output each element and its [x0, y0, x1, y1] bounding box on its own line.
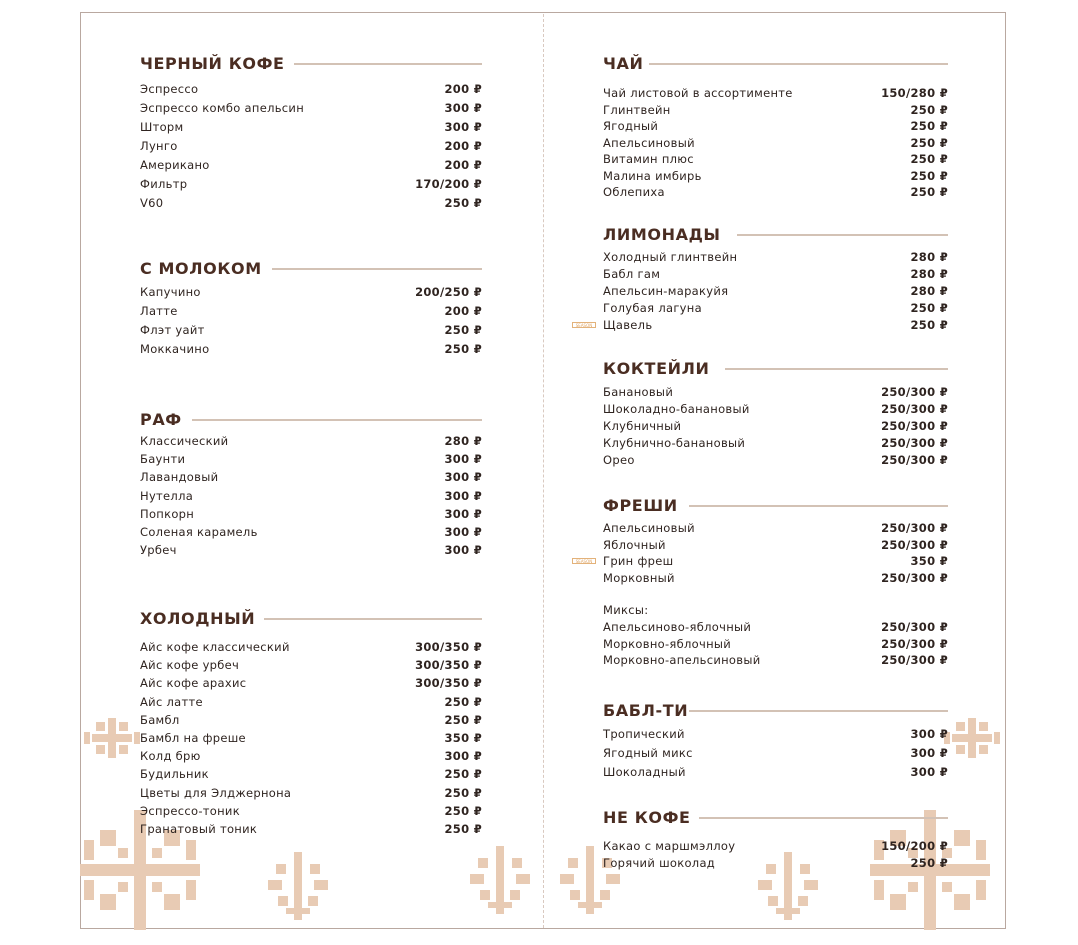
menu-item-price: 300 ₽ [444, 506, 482, 521]
menu-item [140, 434, 482, 448]
menu-item-price: 250 ₽ [444, 767, 482, 782]
menu-item-name: Апельсин-маракуйя [603, 284, 729, 298]
menu-item [140, 658, 482, 672]
menu-item [575, 554, 948, 568]
section-title: НЕ КОФЕ [603, 808, 691, 827]
menu-item [603, 119, 948, 133]
section-rule [689, 710, 948, 712]
menu-item-price: 250 ₽ [444, 694, 482, 709]
menu-item [140, 304, 482, 318]
menu-item-price: 250 ₽ [910, 185, 948, 199]
menu-item-price: 300 ₽ [444, 120, 482, 134]
section-raf [140, 409, 482, 558]
menu-item-price: 300 ₽ [444, 101, 482, 115]
menu-item-price: 280 ₽ [910, 250, 948, 264]
menu-item [603, 521, 948, 535]
section-title: ЧАЙ [603, 54, 644, 73]
menu-item-price: 300 ₽ [444, 543, 482, 558]
menu-item-name: Апельсиново-яблочный [603, 620, 752, 634]
menu-item-name: Урбеч [140, 543, 177, 558]
menu-item-price: 170/200 ₽ [415, 177, 482, 191]
menu-item-price: 200 ₽ [444, 158, 482, 172]
menu-item-name: Айс кофе урбеч [140, 658, 240, 673]
menu-item [140, 543, 482, 557]
menu-item-price: 250 ₽ [444, 803, 482, 818]
menu-item-price: 300 ₽ [444, 525, 482, 539]
menu-item-name: Классический [140, 434, 229, 448]
menu-item-price: 250 ₽ [910, 855, 948, 870]
menu-item [603, 765, 948, 779]
section-tea [603, 53, 948, 199]
menu-item [140, 525, 482, 539]
menu-item-price: 300 ₽ [910, 727, 948, 741]
menu-item-price: 300 ₽ [444, 452, 482, 467]
menu-item-price: 250 ₽ [910, 135, 948, 150]
menu-item-price: 300/350 ₽ [415, 676, 482, 691]
menu-item [140, 177, 482, 191]
menu-item [140, 342, 482, 356]
section-milk [140, 258, 482, 356]
section-fresh [575, 495, 948, 667]
menu-item-price: 200 ₽ [444, 139, 482, 153]
menu-item-price: 150/280 ₽ [881, 86, 948, 100]
menu-item-name: Будильник [140, 767, 209, 782]
menu-item-name: Ягодный микс [603, 746, 693, 760]
menu-item [140, 101, 482, 115]
menu-item [603, 185, 948, 199]
section-title: ФРЕШИ [603, 496, 678, 515]
menu-item-price: 250 ₽ [910, 102, 948, 117]
section-title: БАБЛ-ТИ [603, 701, 689, 720]
menu-item-name: Грин фреш [603, 554, 674, 568]
menu-item-price: 250/300 ₽ [881, 537, 948, 552]
menu-item-name: Бабл гам [603, 267, 661, 281]
menu-item-price: 200 ₽ [444, 82, 482, 96]
menu-item-name: Холодный глинтвейн [603, 250, 738, 264]
menu-item [603, 267, 948, 281]
section-not-coffee [603, 807, 948, 870]
menu-item-name: Малина имбирь [603, 168, 702, 183]
menu-item [140, 822, 482, 836]
menu-item-price: 300/350 ₽ [415, 640, 482, 654]
section-title: ЛИМОНАДЫ [603, 225, 721, 244]
menu-item-name: Банановый [603, 385, 674, 399]
menu-item-price: 300 ₽ [910, 746, 948, 760]
section-bubble-tea [603, 700, 948, 779]
menu-item-price: 300 ₽ [910, 765, 948, 779]
menu-item-price: 280 ₽ [910, 267, 948, 281]
menu-item [603, 856, 948, 870]
menu-item [140, 804, 482, 818]
menu-item-name: Шоколадный [603, 765, 686, 779]
menu-item [140, 731, 482, 745]
menu-item-name: Попкорн [140, 506, 195, 521]
menu-item [603, 453, 948, 467]
menu-item [140, 470, 482, 484]
menu-item-price: 250 ₽ [444, 342, 482, 356]
menu-item-name: Горячий шоколад [603, 855, 716, 870]
menu-item-price: 250 ₽ [910, 119, 948, 133]
menu-item-name: Капучино [140, 285, 201, 299]
menu-item [603, 839, 948, 853]
menu-item [603, 103, 948, 117]
menu-item [140, 749, 482, 763]
menu-item-price: 300 ₽ [444, 470, 482, 485]
menu-item-price: 250 ₽ [910, 318, 948, 332]
menu-item-name: Тропический [603, 727, 685, 741]
menu-item-price: 250/300 ₽ [881, 521, 948, 535]
menu-item [603, 385, 948, 399]
menu-item-name: Шоколадно-банановый [603, 402, 750, 416]
section-black-coffee [140, 53, 482, 210]
menu-item-price: 250 ₽ [910, 301, 948, 315]
menu-item-name: Чай листовой в ассортименте [603, 86, 793, 100]
menu-item-name: Ягодный [603, 119, 659, 133]
menu-item [603, 419, 948, 433]
section-title: ХОЛОДНЫЙ [140, 609, 256, 628]
menu-item-name: Лунго [140, 139, 178, 153]
menu-item-name: Цветы для Элджернона [140, 785, 292, 800]
menu-item-name: Яблочный [603, 537, 666, 552]
menu-item-name: Нутелла [140, 488, 194, 503]
menu-item-price: 350 ₽ [444, 731, 482, 745]
menu-item [603, 402, 948, 416]
menu-item-price: 250/300 ₽ [881, 570, 948, 585]
menu-item-name: Морковно-апельсиновый [603, 653, 761, 667]
menu-item [603, 436, 948, 450]
menu-item-name: Соленая карамель [140, 525, 258, 539]
menu-item-name: Айс кофе арахис [140, 676, 247, 691]
menu-item [603, 86, 948, 100]
menu-item [603, 301, 948, 315]
menu-item-name: Облепиха [603, 185, 665, 199]
menu-item [140, 158, 482, 172]
menu-item [140, 82, 482, 96]
menu-item-price: 300 ₽ [444, 749, 482, 764]
menu-item [575, 318, 948, 332]
menu-item-name: Апельсиновый [603, 135, 695, 150]
menu-item-name: Моккачино [140, 342, 210, 356]
section-title: КОКТЕЙЛИ [603, 359, 710, 378]
section-rule [649, 63, 948, 65]
menu-item-name: Глинтвейн [603, 102, 671, 117]
section-rule [689, 505, 948, 507]
section-title: С МОЛОКОМ [140, 259, 262, 278]
menu-item [603, 620, 948, 634]
menu-item [603, 571, 948, 585]
menu-item-price: 250/300 ₽ [881, 385, 948, 399]
section-rule [264, 618, 482, 620]
menu-item-price: 250 ₽ [444, 712, 482, 727]
menu-item-price: 250 ₽ [910, 168, 948, 183]
menu-item-name: Клубнично-банановый [603, 436, 746, 450]
menu-item [603, 284, 948, 298]
section-title: ЧЕРНЫЙ КОФЕ [140, 54, 285, 73]
menu-item-name: Голубая лагуна [603, 301, 702, 315]
menu-item [140, 196, 482, 210]
menu-item-name: Щавель [603, 318, 653, 332]
menu-item [603, 136, 948, 150]
menu-item-price: 200 ₽ [444, 304, 482, 318]
menu-item-name: Айс кофе классический [140, 640, 290, 654]
menu-item [140, 640, 482, 654]
menu-item-name: Клубничный [603, 419, 682, 433]
menu-item-price: 250/300 ₽ [881, 419, 948, 433]
menu-item-price: 250 ₽ [444, 196, 482, 210]
menu-item-name: Орео [603, 453, 635, 467]
menu-item-name: Какао с маршмэллоу [603, 839, 736, 853]
menu-item-price: 250/300 ₽ [881, 436, 948, 450]
menu-item-price: 150/200 ₽ [881, 839, 948, 853]
section-rule [192, 419, 482, 421]
menu-item [140, 323, 482, 337]
menu-item-price: 280 ₽ [910, 284, 948, 298]
menu-item [140, 139, 482, 153]
menu-item [140, 120, 482, 134]
menu-item-price: 250/300 ₽ [881, 453, 948, 467]
menu-item-name: Гранатовый тоник [140, 822, 258, 836]
menu-item [603, 152, 948, 166]
menu-item-name: Бамбл [140, 712, 180, 727]
menu-item [140, 695, 482, 709]
menu-item-name: Морковный [603, 570, 675, 585]
menu-item-price: 300 ₽ [444, 488, 482, 503]
menu-item-name: Баунти [140, 452, 186, 467]
menu-item [140, 507, 482, 521]
menu-item [603, 538, 948, 552]
menu-item-name: Латте [140, 304, 178, 318]
menu-item-name: Шторм [140, 120, 184, 134]
menu-item-name: Эспрессо [140, 82, 199, 96]
menu-item-name: Лавандовый [140, 470, 219, 485]
menu-item-price: 280 ₽ [444, 434, 482, 448]
menu-item [603, 250, 948, 264]
section-cold [140, 608, 482, 836]
menu-item-name: Апельсиновый [603, 521, 695, 535]
menu-item-price: 250/300 ₽ [881, 620, 948, 634]
section-cocktails [603, 358, 948, 467]
menu-item [603, 746, 948, 760]
menu-item-price: 350 ₽ [910, 554, 948, 568]
menu-item [603, 727, 948, 741]
menu-item [603, 653, 948, 667]
menu-item [140, 767, 482, 781]
menu-item-name: Флэт уайт [140, 323, 205, 337]
menu-item-name: Колд брю [140, 749, 201, 764]
section-rule [737, 234, 948, 236]
section-rule [294, 63, 482, 65]
menu-item-price: 250 ₽ [444, 785, 482, 800]
menu-item-price: 250/300 ₽ [881, 653, 948, 667]
menu-item-price: 250 ₽ [910, 152, 948, 166]
menu-item-name: Эспрессо-тоник [140, 803, 240, 818]
menu-item [140, 786, 482, 800]
menu-item-name: Айс латте [140, 694, 203, 709]
menu-item [140, 713, 482, 727]
menu-item-name: Фильтр [140, 177, 188, 191]
menu-item-price: 250 ₽ [444, 323, 482, 337]
menu-item [140, 285, 482, 299]
menu-item-price: 300/350 ₽ [415, 658, 482, 673]
menu-item-name: Эспрессо комбо апельсин [140, 101, 305, 115]
menu-item [603, 637, 948, 651]
season-badge: SEASON [572, 558, 596, 564]
menu-item-name: Витамин плюс [603, 152, 694, 166]
section-rule [725, 368, 948, 370]
menu-item [140, 489, 482, 503]
menu-item-price: 250/300 ₽ [881, 636, 948, 651]
menu-item-price: 250/300 ₽ [881, 402, 948, 416]
mixes-label: Миксы: [603, 603, 649, 617]
menu-item-name: Морковно-яблочный [603, 636, 732, 651]
menu-item-name: Бамбл на фреше [140, 731, 246, 745]
menu-item-name: Американо [140, 158, 210, 172]
menu-item-price: 250 ₽ [444, 822, 482, 836]
section-title: РАФ [140, 410, 182, 429]
menu-item [140, 676, 482, 690]
section-lemonades [575, 224, 948, 332]
menu-item-name: V60 [140, 196, 164, 210]
season-badge: SEASON [572, 322, 596, 328]
menu-item-price: 200/250 ₽ [415, 285, 482, 299]
menu-item [140, 452, 482, 466]
section-rule [272, 268, 482, 270]
section-rule [699, 817, 948, 819]
menu-item [603, 169, 948, 183]
